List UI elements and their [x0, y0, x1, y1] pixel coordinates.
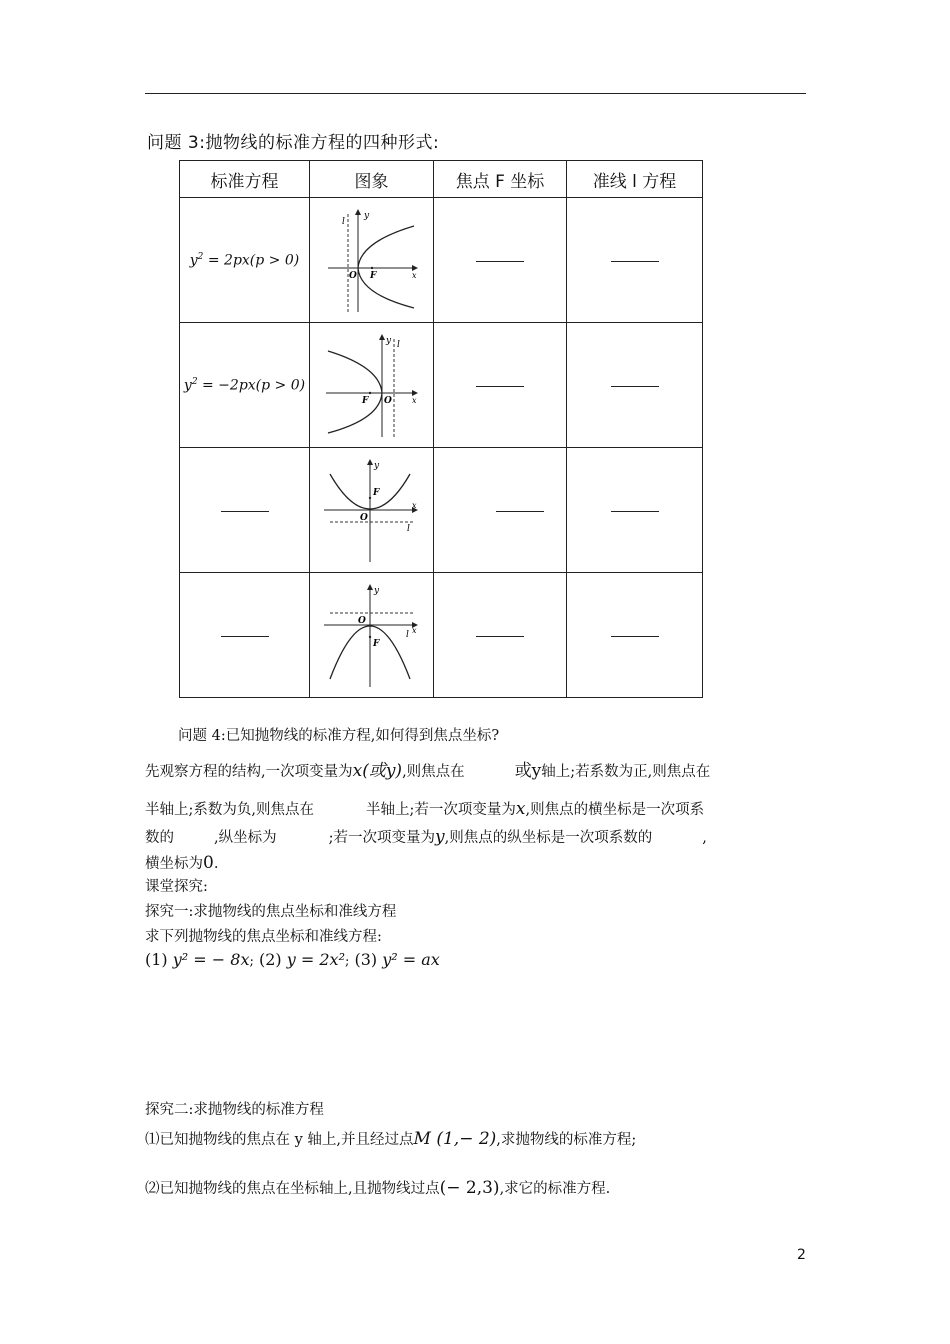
text-run: ,纵坐标为 — [214, 830, 277, 846]
focus-answer-cell — [434, 573, 567, 698]
graph-cell — [310, 323, 434, 448]
question-3-heading: 问题 3:抛物线的标准方程的四种形式: — [147, 133, 440, 153]
table-row — [180, 573, 703, 698]
eq-lhs: y — [189, 252, 198, 269]
separator: ; — [344, 954, 350, 969]
text-run: 半轴上;若一次项变量为 — [366, 802, 516, 818]
math-run: M (1,− 2) — [413, 1129, 497, 1149]
origin-label: O — [348, 271, 357, 281]
text-run: , — [702, 830, 707, 846]
explore-2-question-1 — [145, 1128, 636, 1149]
math-run: x(或y) — [352, 761, 403, 781]
text-run: ,求抛物线的标准方程; — [496, 1132, 637, 1148]
text-run: 半轴上;系数为负,则焦点在 — [145, 802, 314, 818]
text-run: ,求它的标准方程. — [499, 1181, 611, 1197]
separator: ; — [249, 954, 254, 969]
focus-label: F — [369, 271, 376, 281]
paragraph-line-3 — [145, 826, 707, 847]
x-axis-label: x — [411, 501, 417, 510]
explore-1-equations — [145, 950, 440, 969]
y-axis-label: y — [363, 211, 369, 221]
eq-exponent: 2 — [197, 251, 204, 262]
answer-blank — [221, 635, 269, 637]
y-axis-label: y — [373, 586, 379, 596]
text-run: 轴上;若系数为正,则焦点在 — [541, 764, 711, 780]
eq-rhs: = 2px(p > 0) — [203, 252, 300, 269]
table-row — [180, 448, 703, 573]
answer-blank — [611, 260, 659, 262]
origin-label: O — [357, 616, 366, 626]
equation-cell — [180, 323, 310, 448]
text-run: 先观察方程的结构,一次项变量为 — [145, 764, 353, 780]
directrix-answer-cell — [567, 323, 703, 448]
answer-blank — [476, 385, 524, 387]
equation-cell — [180, 448, 310, 573]
paragraph-line-1 — [145, 756, 710, 781]
explore-1-prompt: 求下列抛物线的焦点坐标和准线方程: — [145, 929, 382, 945]
explore-2-title: 探究二:求抛物线的标准方程 — [145, 1102, 324, 1118]
directrix-answer-cell — [567, 573, 703, 698]
answer-blank — [611, 510, 659, 512]
equation-cell — [180, 573, 310, 698]
text-run: ,则焦点在 — [402, 764, 465, 780]
eq-exponent: 2 — [191, 376, 198, 387]
table-row — [180, 323, 703, 448]
y-axis-label: y — [385, 336, 391, 346]
focus-answer-cell — [434, 323, 567, 448]
text-run: ,则焦点的纵坐标是一次项系数的 — [444, 830, 653, 846]
parabola-right-graph — [320, 204, 424, 316]
header-rule — [145, 93, 806, 94]
math-run: 或y — [514, 761, 542, 781]
focus-answer-cell — [434, 198, 567, 323]
directrix-label: l — [405, 630, 409, 640]
item-number: (3) — [354, 950, 378, 969]
parabola-forms-table — [179, 160, 703, 698]
answer-blank — [221, 510, 269, 512]
parabola-up-graph — [320, 454, 424, 566]
paragraph-line-4 — [145, 852, 218, 873]
classroom-heading: 课堂探究: — [145, 879, 208, 895]
directrix-answer-cell — [567, 198, 703, 323]
equation: y² = ax — [382, 950, 440, 969]
focus-answer-cell — [434, 448, 567, 573]
explore-1-title: 探究一:求抛物线的焦点坐标和准线方程 — [145, 904, 397, 920]
x-axis-label: x — [411, 626, 417, 635]
math-run: 0 — [203, 853, 214, 873]
answer-blank — [476, 260, 524, 262]
header-graph: 图象 — [310, 161, 434, 198]
math-run: (− 2,3) — [439, 1178, 500, 1198]
page-number: 2 — [797, 1247, 806, 1263]
math-run: y — [435, 827, 445, 847]
focus-label: F — [372, 488, 379, 498]
directrix-label: l — [341, 217, 345, 227]
eq-rhs: = −2px(p > 0) — [197, 377, 306, 394]
answer-blank — [611, 385, 659, 387]
header-standard-equation: 标准方程 — [180, 161, 310, 198]
equation-cell — [180, 198, 310, 323]
question-4: 问题 4:已知抛物线的标准方程,如何得到焦点坐标? — [178, 728, 500, 744]
equation: y = 2x² — [286, 950, 345, 969]
graph-cell — [310, 448, 434, 573]
origin-label: O — [383, 396, 392, 406]
item-number: (1) — [145, 950, 168, 969]
y-axis-label: y — [373, 461, 379, 471]
explore-2-question-2 — [145, 1177, 610, 1198]
math-run: x — [515, 799, 526, 819]
paragraph-line-2 — [145, 798, 704, 819]
item-number: (2) — [258, 950, 282, 969]
header-focus: 焦点 F 坐标 — [434, 161, 567, 198]
graph-cell — [310, 573, 434, 698]
equation: y² = − 8x — [172, 950, 250, 969]
answer-blank — [476, 635, 524, 637]
directrix-answer-cell — [567, 448, 703, 573]
origin-label: O — [359, 513, 368, 523]
table-header-row — [180, 161, 703, 198]
eq-lhs: y — [183, 377, 192, 394]
table-row — [180, 198, 703, 323]
focus-label: F — [361, 396, 368, 406]
parabola-left-graph — [320, 329, 424, 441]
x-axis-label: x — [411, 396, 417, 405]
directrix-label: l — [396, 340, 400, 350]
text-run: ;若一次项变量为 — [328, 830, 435, 846]
text-run: 横坐标为 — [145, 856, 203, 872]
answer-blank — [496, 510, 544, 512]
focus-label: F — [372, 639, 379, 649]
text-run: ⑵已知抛物线的焦点在坐标轴上,且抛物线过点 — [145, 1181, 440, 1197]
graph-cell — [310, 198, 434, 323]
text-run: . — [213, 856, 219, 872]
header-directrix: 准线 l 方程 — [567, 161, 703, 198]
answer-blank — [611, 635, 659, 637]
text-run: 数的 — [145, 830, 174, 846]
directrix-label: l — [406, 524, 410, 534]
text-run: ,则焦点的横坐标是一次项系 — [525, 802, 705, 818]
text-run: ⑴已知抛物线的焦点在 y 轴上,并且经过点 — [145, 1132, 414, 1148]
parabola-down-graph — [320, 579, 424, 691]
x-axis-label: x — [411, 271, 417, 280]
